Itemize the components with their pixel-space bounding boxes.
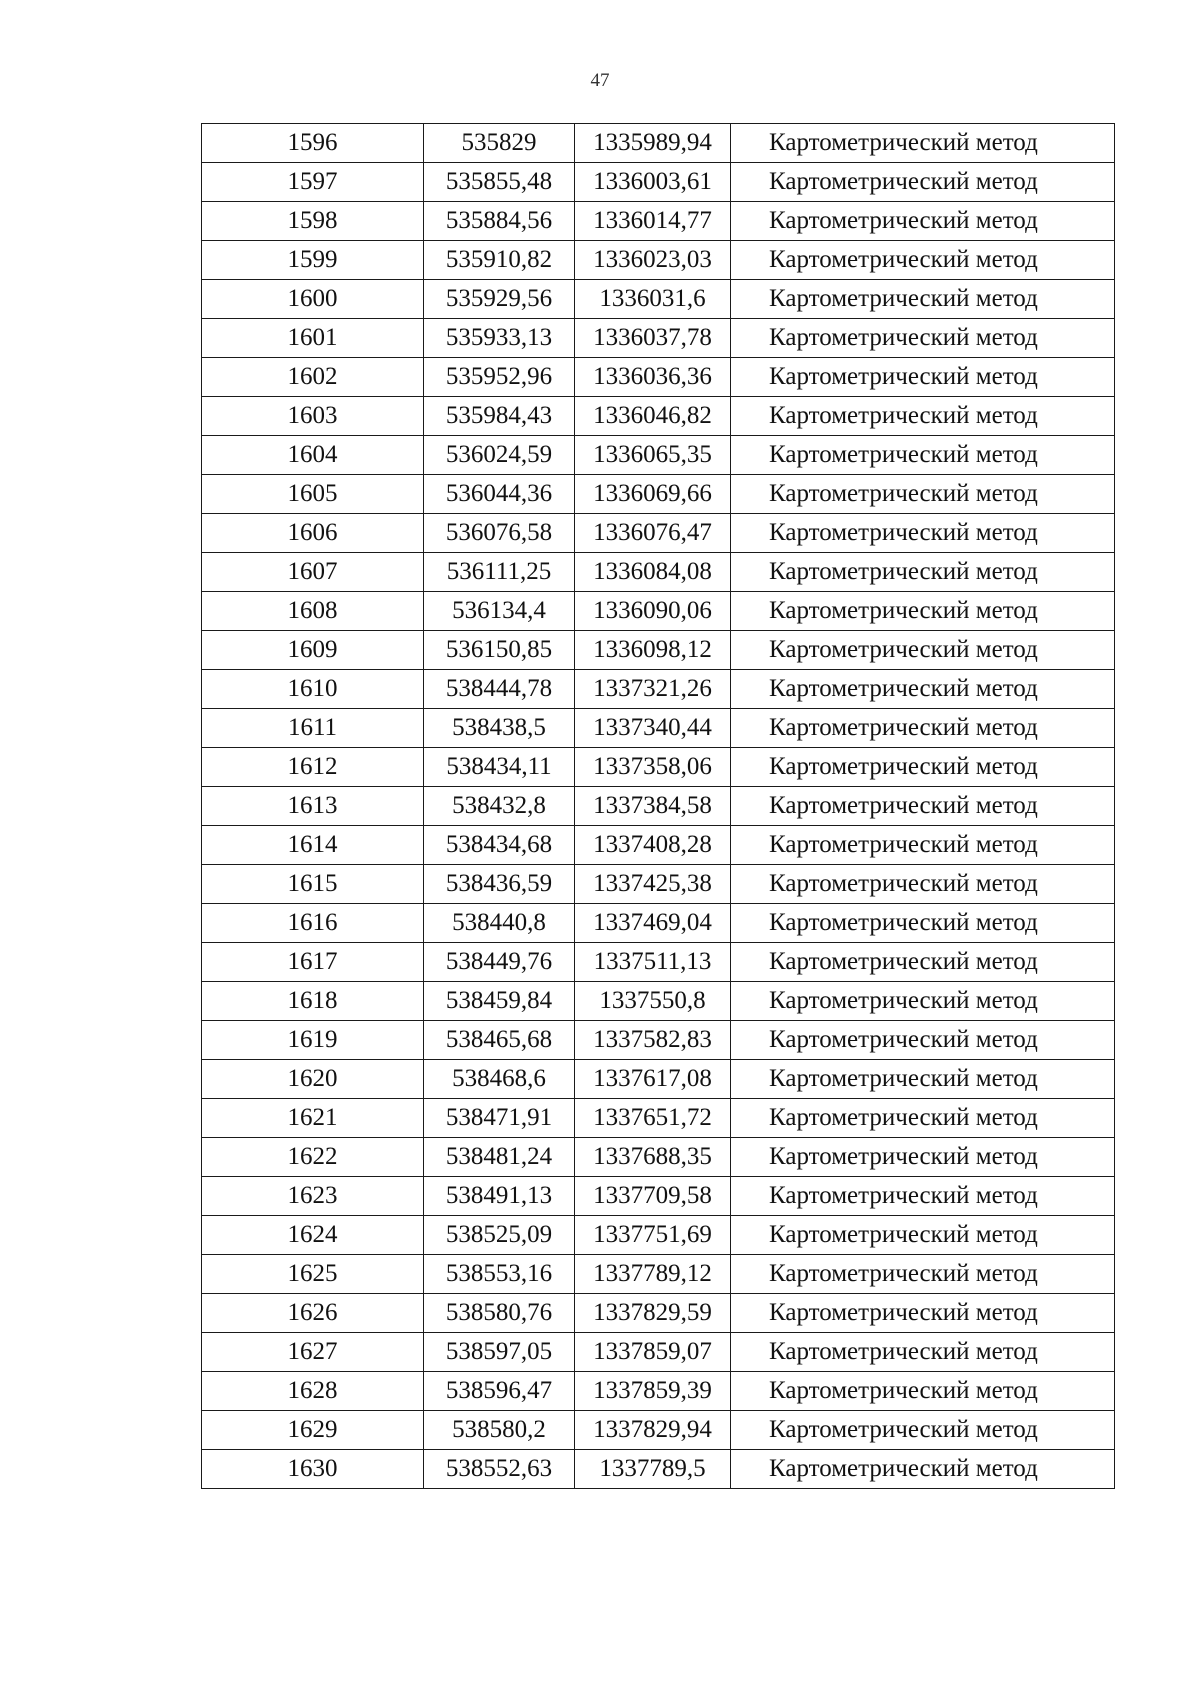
table-row (202, 982, 1115, 1021)
point-number-cell: 1625 (202, 1255, 424, 1294)
table-row (202, 1177, 1115, 1216)
x-coordinate-cell: 538449,76 (424, 943, 575, 982)
table-row (202, 1450, 1115, 1489)
method-cell: Картометрический метод (731, 865, 1115, 904)
method-cell: Картометрический метод (731, 397, 1115, 436)
y-coordinate-cell: 1336069,66 (575, 475, 731, 514)
point-number-cell: 1615 (202, 865, 424, 904)
method-cell: Картометрический метод (731, 1216, 1115, 1255)
x-coordinate-cell: 536076,58 (424, 514, 575, 553)
point-number-cell: 1622 (202, 1138, 424, 1177)
page-number: 47 (590, 70, 610, 91)
method-cell: Картометрический метод (731, 943, 1115, 982)
method-cell: Картометрический метод (731, 826, 1115, 865)
method-cell: Картометрический метод (731, 280, 1115, 319)
x-coordinate-cell: 538444,78 (424, 670, 575, 709)
x-coordinate-cell: 538471,91 (424, 1099, 575, 1138)
point-number-cell: 1630 (202, 1450, 424, 1489)
point-number-cell: 1624 (202, 1216, 424, 1255)
x-coordinate-cell: 535910,82 (424, 241, 575, 280)
point-number-cell: 1599 (202, 241, 424, 280)
point-number-cell: 1626 (202, 1294, 424, 1333)
x-coordinate-cell: 538525,09 (424, 1216, 575, 1255)
y-coordinate-cell: 1337651,72 (575, 1099, 731, 1138)
y-coordinate-cell: 1336023,03 (575, 241, 731, 280)
table-row (202, 1294, 1115, 1333)
y-coordinate-cell: 1336014,77 (575, 202, 731, 241)
table-row (202, 202, 1115, 241)
table-row (202, 904, 1115, 943)
point-number-cell: 1606 (202, 514, 424, 553)
point-number-cell: 1603 (202, 397, 424, 436)
table-row (202, 631, 1115, 670)
y-coordinate-cell: 1336090,06 (575, 592, 731, 631)
method-cell: Картометрический метод (731, 358, 1115, 397)
y-coordinate-cell: 1336098,12 (575, 631, 731, 670)
x-coordinate-cell: 536134,4 (424, 592, 575, 631)
y-coordinate-cell: 1337789,12 (575, 1255, 731, 1294)
table-row (202, 592, 1115, 631)
y-coordinate-cell: 1337617,08 (575, 1060, 731, 1099)
table-row (202, 514, 1115, 553)
point-number-cell: 1627 (202, 1333, 424, 1372)
y-coordinate-cell: 1337358,06 (575, 748, 731, 787)
method-cell: Картометрический метод (731, 670, 1115, 709)
method-cell: Картометрический метод (731, 748, 1115, 787)
table-row (202, 319, 1115, 358)
y-coordinate-cell: 1335989,94 (575, 124, 731, 163)
table-row (202, 787, 1115, 826)
table-row (202, 124, 1115, 163)
point-number-cell: 1602 (202, 358, 424, 397)
point-number-cell: 1616 (202, 904, 424, 943)
point-number-cell: 1609 (202, 631, 424, 670)
point-number-cell: 1611 (202, 709, 424, 748)
point-number-cell: 1614 (202, 826, 424, 865)
method-cell: Картометрический метод (731, 631, 1115, 670)
y-coordinate-cell: 1337408,28 (575, 826, 731, 865)
y-coordinate-cell: 1337789,5 (575, 1450, 731, 1489)
point-number-cell: 1607 (202, 553, 424, 592)
point-number-cell: 1621 (202, 1099, 424, 1138)
x-coordinate-cell: 535984,43 (424, 397, 575, 436)
table-row (202, 709, 1115, 748)
y-coordinate-cell: 1336037,78 (575, 319, 731, 358)
y-coordinate-cell: 1337340,44 (575, 709, 731, 748)
y-coordinate-cell: 1336003,61 (575, 163, 731, 202)
point-number-cell: 1596 (202, 124, 424, 163)
y-coordinate-cell: 1337688,35 (575, 1138, 731, 1177)
point-number-cell: 1597 (202, 163, 424, 202)
method-cell: Картометрический метод (731, 241, 1115, 280)
y-coordinate-cell: 1337469,04 (575, 904, 731, 943)
method-cell: Картометрический метод (731, 709, 1115, 748)
y-coordinate-cell: 1336031,6 (575, 280, 731, 319)
table-row (202, 1060, 1115, 1099)
table-row (202, 1372, 1115, 1411)
table-row (202, 280, 1115, 319)
table-row (202, 670, 1115, 709)
method-cell: Картометрический метод (731, 1138, 1115, 1177)
y-coordinate-cell: 1337550,8 (575, 982, 731, 1021)
point-number-cell: 1605 (202, 475, 424, 514)
point-number-cell: 1623 (202, 1177, 424, 1216)
x-coordinate-cell: 535933,13 (424, 319, 575, 358)
y-coordinate-cell: 1337751,69 (575, 1216, 731, 1255)
x-coordinate-cell: 538434,68 (424, 826, 575, 865)
method-cell: Картометрический метод (731, 124, 1115, 163)
point-number-cell: 1598 (202, 202, 424, 241)
x-coordinate-cell: 535929,56 (424, 280, 575, 319)
x-coordinate-cell: 538436,59 (424, 865, 575, 904)
point-number-cell: 1619 (202, 1021, 424, 1060)
table-row (202, 1099, 1115, 1138)
y-coordinate-cell: 1337384,58 (575, 787, 731, 826)
x-coordinate-cell: 535829 (424, 124, 575, 163)
y-coordinate-cell: 1336076,47 (575, 514, 731, 553)
y-coordinate-cell: 1336065,35 (575, 436, 731, 475)
y-coordinate-cell: 1337829,59 (575, 1294, 731, 1333)
table-row (202, 1333, 1115, 1372)
y-coordinate-cell: 1337709,58 (575, 1177, 731, 1216)
y-coordinate-cell: 1336036,36 (575, 358, 731, 397)
method-cell: Картометрический метод (731, 1060, 1115, 1099)
y-coordinate-cell: 1337511,13 (575, 943, 731, 982)
method-cell: Картометрический метод (731, 1099, 1115, 1138)
y-coordinate-cell: 1337829,94 (575, 1411, 731, 1450)
table-row (202, 865, 1115, 904)
method-cell: Картометрический метод (731, 514, 1115, 553)
coordinates-table (201, 123, 1115, 1489)
method-cell: Картометрический метод (731, 904, 1115, 943)
x-coordinate-cell: 538553,16 (424, 1255, 575, 1294)
y-coordinate-cell: 1336046,82 (575, 397, 731, 436)
method-cell: Картометрический метод (731, 592, 1115, 631)
x-coordinate-cell: 536044,36 (424, 475, 575, 514)
table-row (202, 1138, 1115, 1177)
table-row (202, 553, 1115, 592)
table-row (202, 748, 1115, 787)
x-coordinate-cell: 538465,68 (424, 1021, 575, 1060)
table-row (202, 163, 1115, 202)
point-number-cell: 1612 (202, 748, 424, 787)
y-coordinate-cell: 1337859,07 (575, 1333, 731, 1372)
method-cell: Картометрический метод (731, 787, 1115, 826)
table-row (202, 1255, 1115, 1294)
point-number-cell: 1604 (202, 436, 424, 475)
point-number-cell: 1608 (202, 592, 424, 631)
method-cell: Картометрический метод (731, 1450, 1115, 1489)
method-cell: Картометрический метод (731, 1294, 1115, 1333)
x-coordinate-cell: 538432,8 (424, 787, 575, 826)
method-cell: Картометрический метод (731, 202, 1115, 241)
point-number-cell: 1600 (202, 280, 424, 319)
method-cell: Картометрический метод (731, 319, 1115, 358)
point-number-cell: 1601 (202, 319, 424, 358)
x-coordinate-cell: 538580,2 (424, 1411, 575, 1450)
point-number-cell: 1610 (202, 670, 424, 709)
table-row (202, 436, 1115, 475)
x-coordinate-cell: 538491,13 (424, 1177, 575, 1216)
table-row (202, 1021, 1115, 1060)
x-coordinate-cell: 535884,56 (424, 202, 575, 241)
table-row (202, 397, 1115, 436)
x-coordinate-cell: 538459,84 (424, 982, 575, 1021)
method-cell: Картометрический метод (731, 163, 1115, 202)
method-cell: Картометрический метод (731, 982, 1115, 1021)
x-coordinate-cell: 538580,76 (424, 1294, 575, 1333)
method-cell: Картометрический метод (731, 436, 1115, 475)
point-number-cell: 1620 (202, 1060, 424, 1099)
y-coordinate-cell: 1336084,08 (575, 553, 731, 592)
x-coordinate-cell: 536150,85 (424, 631, 575, 670)
table-row (202, 241, 1115, 280)
method-cell: Картометрический метод (731, 1372, 1115, 1411)
method-cell: Картометрический метод (731, 1333, 1115, 1372)
x-coordinate-cell: 536111,25 (424, 553, 575, 592)
table-row (202, 358, 1115, 397)
method-cell: Картометрический метод (731, 1177, 1115, 1216)
point-number-cell: 1617 (202, 943, 424, 982)
table-row (202, 826, 1115, 865)
x-coordinate-cell: 538468,6 (424, 1060, 575, 1099)
y-coordinate-cell: 1337425,38 (575, 865, 731, 904)
x-coordinate-cell: 535855,48 (424, 163, 575, 202)
coordinates-table-body (202, 124, 1115, 1489)
x-coordinate-cell: 538440,8 (424, 904, 575, 943)
table-row (202, 1216, 1115, 1255)
point-number-cell: 1628 (202, 1372, 424, 1411)
table-row (202, 1411, 1115, 1450)
y-coordinate-cell: 1337859,39 (575, 1372, 731, 1411)
y-coordinate-cell: 1337321,26 (575, 670, 731, 709)
x-coordinate-cell: 538552,63 (424, 1450, 575, 1489)
x-coordinate-cell: 538481,24 (424, 1138, 575, 1177)
method-cell: Картометрический метод (731, 1021, 1115, 1060)
table-row (202, 475, 1115, 514)
table-row (202, 943, 1115, 982)
point-number-cell: 1613 (202, 787, 424, 826)
x-coordinate-cell: 538434,11 (424, 748, 575, 787)
x-coordinate-cell: 535952,96 (424, 358, 575, 397)
x-coordinate-cell: 536024,59 (424, 436, 575, 475)
point-number-cell: 1629 (202, 1411, 424, 1450)
x-coordinate-cell: 538597,05 (424, 1333, 575, 1372)
y-coordinate-cell: 1337582,83 (575, 1021, 731, 1060)
method-cell: Картометрический метод (731, 1255, 1115, 1294)
method-cell: Картометрический метод (731, 475, 1115, 514)
x-coordinate-cell: 538596,47 (424, 1372, 575, 1411)
method-cell: Картометрический метод (731, 553, 1115, 592)
x-coordinate-cell: 538438,5 (424, 709, 575, 748)
point-number-cell: 1618 (202, 982, 424, 1021)
method-cell: Картометрический метод (731, 1411, 1115, 1450)
